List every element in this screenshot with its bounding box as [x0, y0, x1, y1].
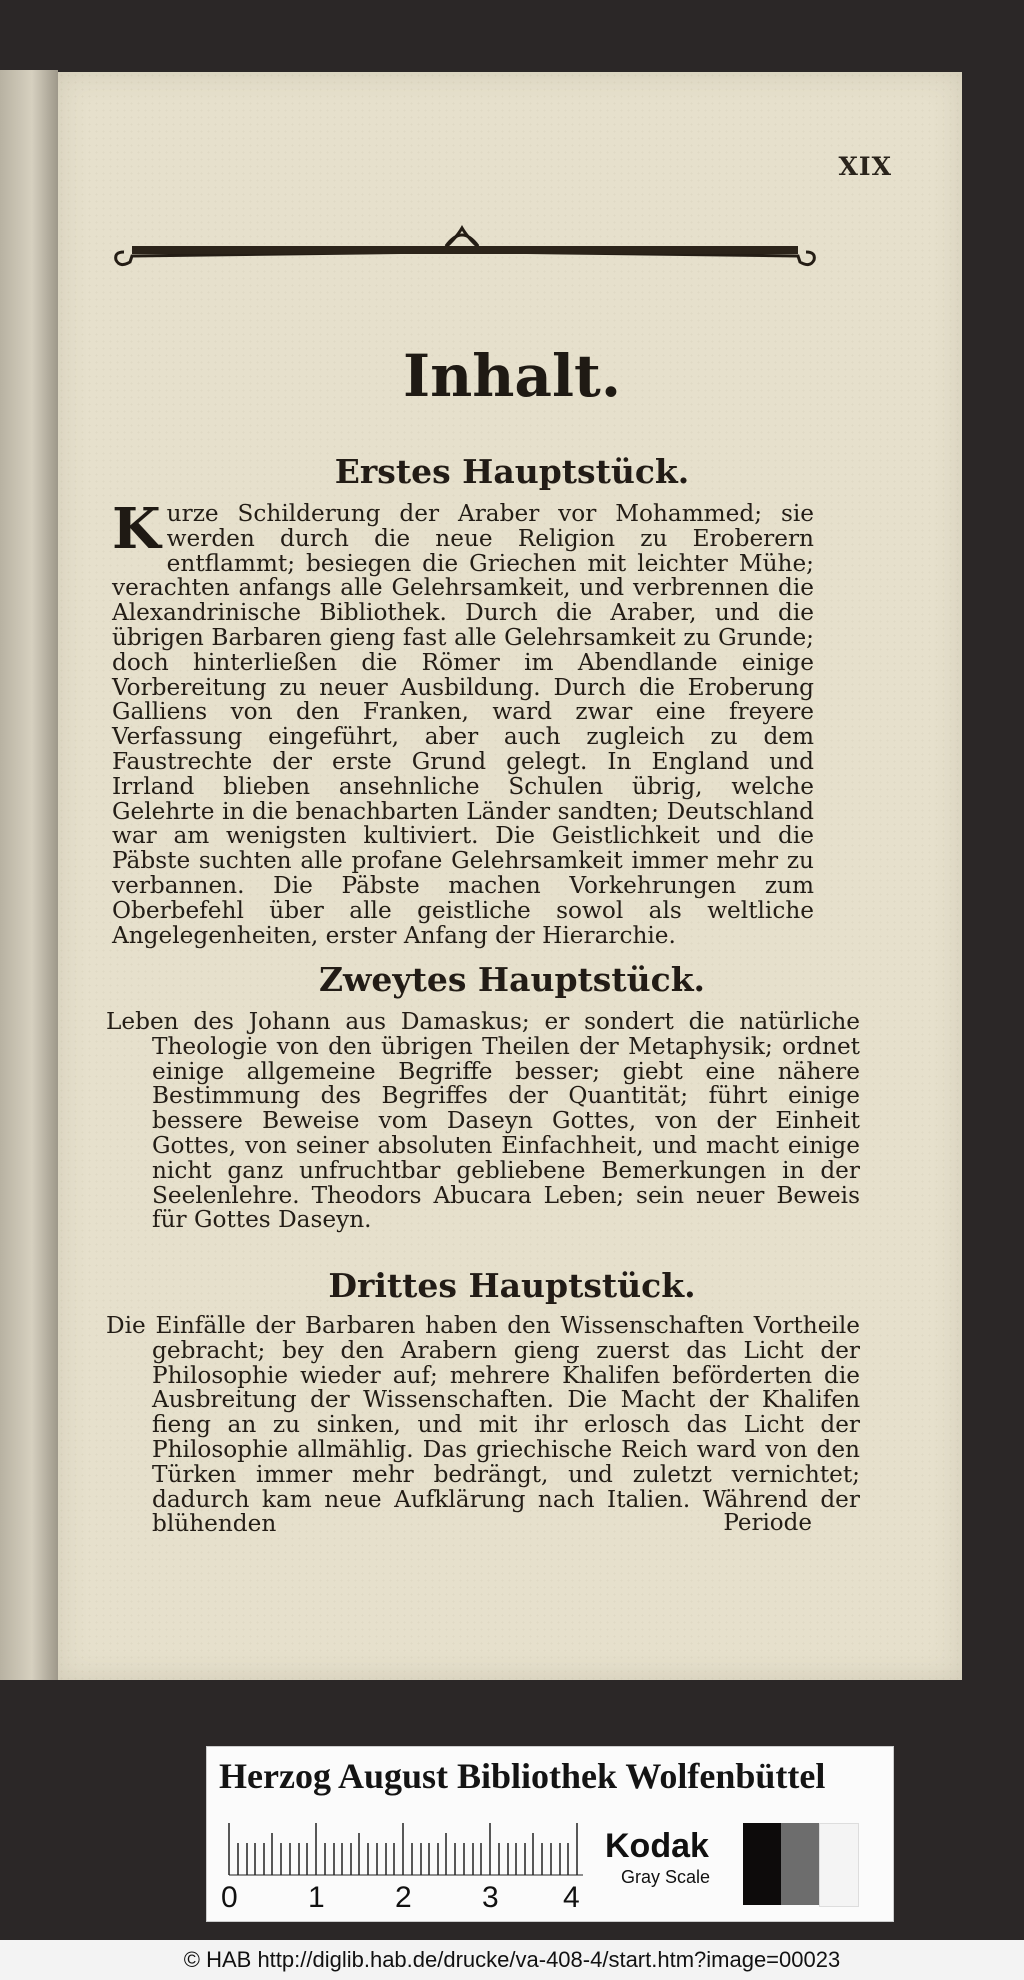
swatch-gray	[781, 1823, 819, 1905]
chapter-1-summary	[112, 496, 814, 949]
copyright-footer: © HAB http://diglib.hab.de/drucke/va-408-4/start.htm?image=00023	[0, 1940, 1024, 1980]
ornamental-rule	[110, 222, 820, 270]
catchword: Periode	[723, 1510, 812, 1536]
ruler-number: 0	[221, 1881, 238, 1914]
swatch-black	[743, 1823, 781, 1905]
page-number: XIX	[838, 152, 892, 181]
ruler-number: 1	[308, 1881, 325, 1914]
chapter-1-heading: Erstes Hauptstück.	[334, 452, 690, 491]
chapter-1-text: urze Schilderung der Araber vor Mohammed; sie werden durch die neue Religion zu Eroberern entflammt; besiegen die Griechen mit leichter Mühe; verachten anfangs alle Gelehrsamkeit, und verbrennen die Alexandrinische Bibliothek. Durch die Araber, und die übrigen Barbaren gieng fast alle Gelehrsamkeit zu Grunde; doch hinterließen die Römer im Abendlande einige Vorbereitung zu neuer Ausbildung. Durch die Eroberung Galliens von den Franken, ward zwar eine freyere Verfassung eingeführt, aber auch zugleich zu dem Faustrechte der erste Grund gelegt. In England und Irrland blieben ansehnliche Schulen übrig, welche Gelehrte in die benachbarten Länder sandten; Deutschland war am wenigsten kultiviert. Die Geistlichkeit und die Päbste suchten alle profane Gelehrsamkeit immer mehr zu verbannen. Die Päbste machen Vorkehrungen zum Oberbefehl über alle geistliche sowol als weltliche Angelegenheiten, erster Anfang der Hierarchie.	[112, 500, 814, 949]
ruler-number: 4	[563, 1881, 580, 1914]
library-name: Herzog August Bibliothek Wolfenbüttel	[219, 1756, 826, 1796]
facing-page-edge	[0, 70, 58, 1680]
swatch-white	[819, 1823, 859, 1907]
chapter-2-summary: Leben des Johann aus Damaskus; er sondert die natürliche Theologie von den übrigen Theilen der Metaphysik; ordnet einige allgemeine Begriffe besser; giebt eine nähere Bestimmung des Begriffes der Quantität; führt einige bessere Beweise vom Daseyn Gottes, von der Einheit Gottes, von seiner absoluten Einfachheit, und macht einige nicht ganz unfruchtbar gebliebene Bemerkungen in der Seelenlehre. Theodors Abucara Leben; sein neuer Beweis für Gottes Daseyn.	[106, 1008, 860, 1234]
kodak-brand: Kodak	[605, 1827, 709, 1865]
chapter-3-summary: Die Einfälle der Barbaren haben den Wissenschaften Vortheile gebracht; bey den Arabern gieng zuerst das Licht der Philosophie wieder auf; mehrere Khalifen beförderten die Ausbreitung der Wissenschaften. Die Macht der Khalifen fieng an zu sinken, und mit ihr erlosch das Licht der Philosophie allmählig. Das griechische Reich ward von den Türken immer mehr bedrängt, und zuletzt vernichtet; dadurch kam neue Aufklärung nach Italien. Während der blühenden	[106, 1312, 860, 1538]
color-calibration-card	[206, 1746, 894, 1922]
gray-scale-label: Gray Scale	[621, 1867, 711, 1887]
ruler-number: 3	[482, 1881, 499, 1914]
ruler-number: 2	[395, 1881, 412, 1914]
page-title: Inhalt.	[402, 342, 622, 410]
chapter-2-heading: Zweytes Hauptstück.	[318, 960, 706, 999]
chapter-3-heading: Drittes Hauptstück.	[328, 1266, 696, 1305]
drop-cap: K	[112, 496, 161, 562]
